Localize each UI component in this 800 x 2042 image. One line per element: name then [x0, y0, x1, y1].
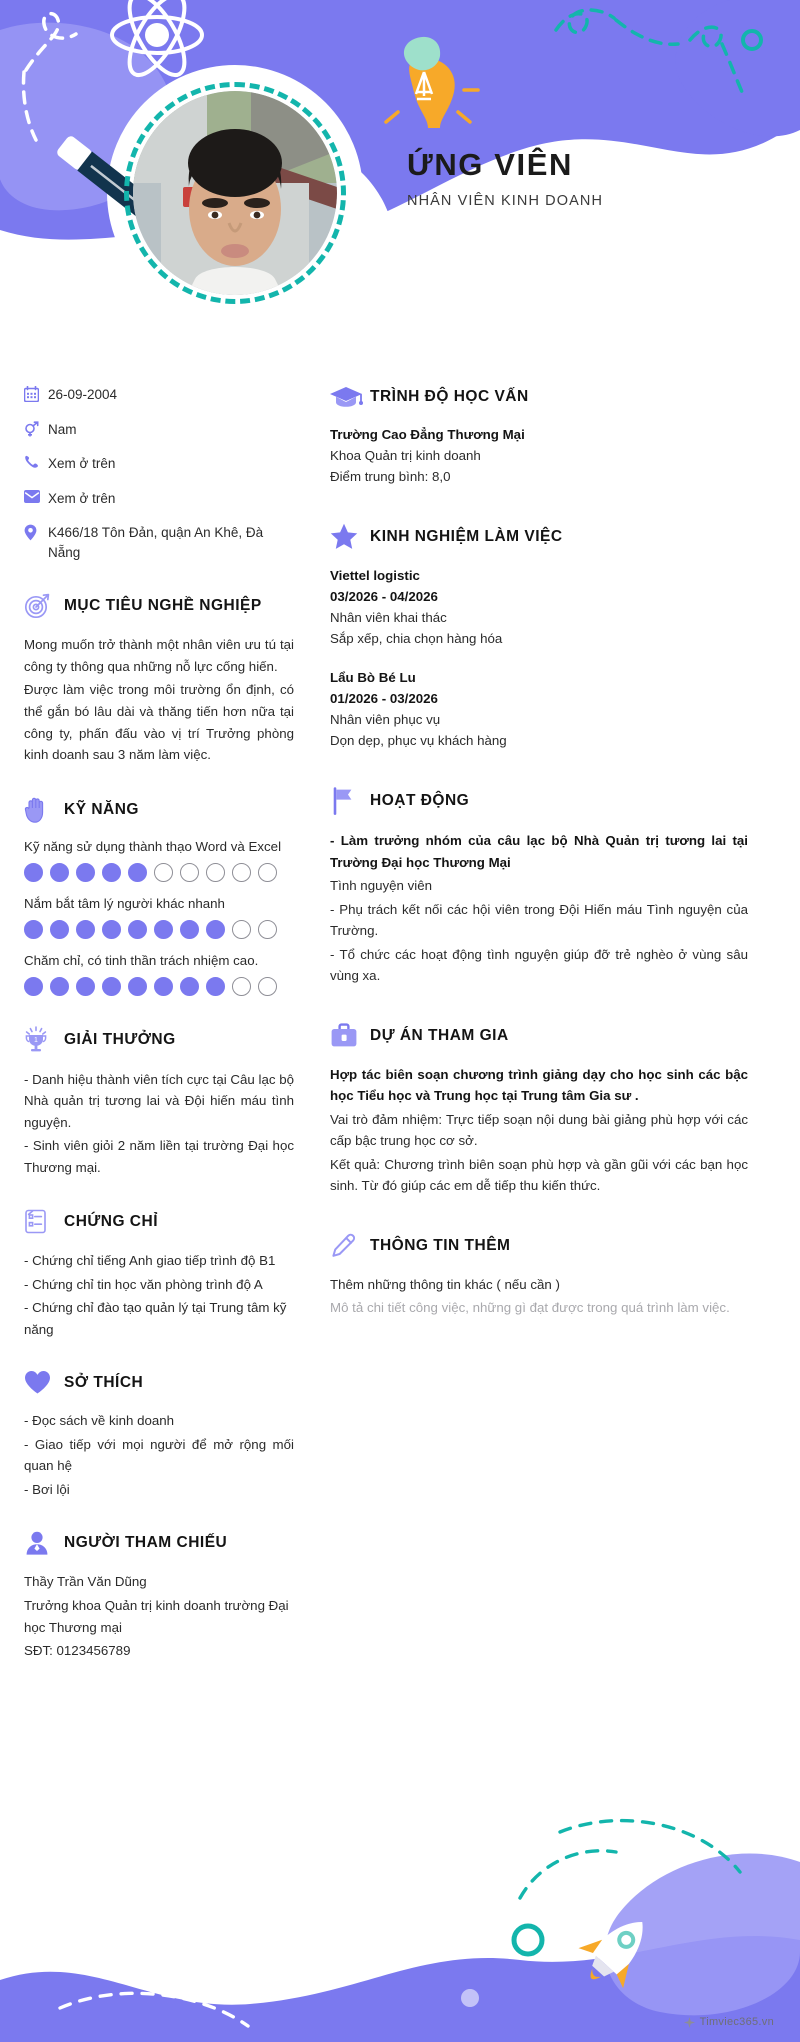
- reference-line: Trưởng khoa Quản trị kinh doanh trường Đại học Thương mại: [24, 1598, 289, 1635]
- activity-line: - Phụ trách kết nối các hội viên trong Đội Hiến máu Tình nguyện của Trường.: [330, 901, 748, 939]
- skill-dot-filled: [50, 977, 69, 996]
- skill-dot-filled: [102, 920, 121, 939]
- experience-detail: Sắp xếp, chia chọn hàng hóa: [330, 631, 503, 646]
- experience-period: 01/2026 - 03/2026: [330, 691, 438, 706]
- section-title: KINH NGHIỆM LÀM VIỆC: [370, 527, 563, 545]
- skill-dot-filled: [24, 863, 43, 882]
- skill-dot-filled: [50, 920, 69, 939]
- skill-dot-empty: [154, 863, 173, 882]
- education-entry: [330, 424, 748, 487]
- contact-value: Nam: [48, 421, 77, 437]
- section-header-activities: [330, 787, 748, 815]
- skill-item: [24, 953, 294, 996]
- skill-dot-filled: [76, 920, 95, 939]
- skill-dot-filled: [24, 920, 43, 939]
- cv-header: [0, 0, 800, 330]
- skill-dot-filled: [102, 977, 121, 996]
- avatar-dashed-ring: [124, 82, 346, 304]
- objective-paragraph: Mong muốn trở thành một nhân viên ưu tú tại công ty thông qua những nỗ lực cống hiến.: [24, 637, 294, 674]
- section-header-reference: [24, 1530, 294, 1556]
- certificate-line: - Chứng chỉ tiếng Anh giao tiếp trình độ B1: [24, 1253, 276, 1269]
- section-header-projects: [330, 1023, 748, 1049]
- graduation-cap-icon: [330, 385, 370, 409]
- skill-rating: [24, 863, 294, 882]
- mail-icon: [24, 489, 48, 503]
- experience-company: Lẩu Bò Bé Lu: [330, 670, 416, 685]
- extra-line: Thêm những thông tin khác ( nếu cần ): [330, 1276, 560, 1292]
- project-line: Vai trò đảm nhiệm: Trực tiếp soạn nội dung bài giảng phù hợp với các cấp bậc trung học cơ sở.: [330, 1111, 748, 1149]
- contact-item-birthday: [24, 385, 294, 405]
- skill-dot-filled: [180, 977, 199, 996]
- contact-value: K466/18 Tôn Đản, quận An Khê, Đà Nẵng: [48, 525, 264, 560]
- award-line: - Sinh viên giỏi 2 năm liền tại trường Đại học Thương mại.: [24, 1138, 294, 1175]
- award-line: - Danh hiệu thành viên tích cực tại Câu lạc bộ Nhà quản trị tương lai và Đội hiến máu tình nguyện.: [24, 1071, 294, 1130]
- section-header-objective: [24, 592, 294, 619]
- certificate-line: - Chứng chỉ đào tạo quản lý tại Trung tâm kỹ năng: [24, 1300, 287, 1337]
- experience-company: Viettel logistic: [330, 568, 420, 583]
- skill-item: [24, 896, 294, 939]
- skill-rating: [24, 977, 294, 996]
- skill-dot-filled: [50, 863, 69, 882]
- atom-nucleus: [145, 23, 169, 47]
- education-school: Trường Cao Đẳng Thương Mại: [330, 427, 525, 442]
- skill-dot-filled: [206, 977, 225, 996]
- calendar-icon: [24, 385, 48, 402]
- left-column: [0, 330, 330, 1664]
- education-gpa: Điểm trung bình: 8,0: [330, 469, 451, 484]
- target-icon: [24, 592, 64, 619]
- section-header-skills: [24, 796, 294, 824]
- skill-dot-filled: [102, 863, 121, 882]
- section-title: TRÌNH ĐỘ HỌC VẤN: [370, 388, 529, 405]
- skill-dot-filled: [76, 977, 95, 996]
- skill-dot-filled: [128, 977, 147, 996]
- trophy-icon: [24, 1026, 64, 1054]
- candidate-role: NHÂN VIÊN KINH DOANH: [407, 193, 604, 210]
- heart-icon: [24, 1370, 64, 1395]
- experience-position: Nhân viên khai thác: [330, 610, 447, 625]
- footer-decoration: [0, 1712, 800, 2042]
- checklist-icon: [24, 1208, 64, 1235]
- section-title: GIẢI THƯỞNG: [64, 1030, 176, 1048]
- section-title: THÔNG TIN THÊM: [370, 1236, 511, 1254]
- hand-icon: [24, 796, 64, 824]
- contact-item-phone: [24, 454, 294, 474]
- hobby-line: - Giao tiếp với mọi người để mở rộng mối quan hệ: [24, 1436, 294, 1474]
- skill-dot-filled: [154, 920, 173, 939]
- education-major: Khoa Quản trị kinh doanh: [330, 448, 481, 463]
- cv-body: [0, 330, 800, 1664]
- circle-outline: [514, 1926, 542, 1954]
- contact-item-gender: [24, 420, 294, 440]
- skill-dot-empty: [180, 863, 199, 882]
- activity-line: - Tổ chức các hoạt động tình nguyện giúp đỡ trẻ nghèo ở vùng sâu vùng xa.: [330, 946, 748, 984]
- svg-text:1: 1: [34, 1036, 38, 1044]
- experience-period: 03/2026 - 04/2026: [330, 589, 438, 604]
- cv-footer: [0, 1712, 800, 2042]
- reference-line: Thầy Trần Văn Dũng: [24, 1574, 147, 1590]
- star-icon: [330, 523, 370, 550]
- skill-label: Kỹ năng sử dụng thành thạo Word và Excel: [24, 838, 282, 854]
- skill-dot-filled: [180, 920, 199, 939]
- experience-position: Nhân viên phục vụ: [330, 712, 441, 727]
- sparkle-icon: [684, 2017, 695, 2028]
- section-title: CHỨNG CHỈ: [64, 1212, 158, 1230]
- skill-dot-empty: [258, 863, 277, 882]
- briefcase-icon: [330, 1023, 370, 1049]
- experience-detail: Dọn dẹp, phục vụ khách hàng: [330, 733, 507, 748]
- section-title: DỰ ÁN THAM GIA: [370, 1026, 509, 1044]
- right-column: [330, 330, 800, 1664]
- contact-list: [24, 385, 294, 562]
- header-decoration: [0, 0, 800, 330]
- name-block: [407, 148, 603, 209]
- extra-placeholder: Mô tả chi tiết công việc, những gì đạt được trong quá trình làm việc.: [330, 1300, 730, 1316]
- dot-decoration: [461, 1989, 479, 2007]
- experience-entry: [330, 667, 748, 751]
- section-header-experience: [330, 523, 748, 550]
- skill-dot-filled: [206, 920, 225, 939]
- section-title: SỞ THÍCH: [64, 1373, 144, 1391]
- contact-item-address: [24, 523, 294, 562]
- brand-label: [684, 2016, 774, 2028]
- certificate-line: - Chứng chỉ tin học văn phòng trình độ A: [24, 1276, 263, 1292]
- skill-dot-filled: [128, 863, 147, 882]
- skill-label: Nắm bắt tâm lý người khác nhanh: [24, 895, 225, 911]
- section-title: HOẠT ĐỘNG: [370, 792, 470, 809]
- section-header-awards: [24, 1026, 294, 1054]
- skill-dot-empty: [232, 863, 251, 882]
- experience-entry: [330, 565, 748, 649]
- section-title: MỤC TIÊU NGHỀ NGHIỆP: [64, 596, 262, 614]
- section-header-extra: [330, 1233, 748, 1259]
- contact-value: Xem ở trên: [48, 490, 116, 506]
- project-line: Kết quả: Chương trình biên soạn phù hợp và gần gũi với các bạn học sinh. Từ đó giúp các em dễ tiếp thu kiến thức.: [330, 1156, 748, 1194]
- pencil-icon: [330, 1233, 370, 1259]
- brand-text: Timviec365.vn: [699, 2016, 774, 2028]
- skill-label: Chăm chỉ, có tinh thần trách nhiệm cao.: [24, 952, 259, 968]
- contact-item-email: [24, 489, 294, 509]
- location-icon: [24, 523, 48, 541]
- skill-dot-filled: [154, 977, 173, 996]
- skill-item: [24, 839, 294, 882]
- skill-dot-filled: [128, 920, 147, 939]
- section-title: KỸ NĂNG: [64, 800, 139, 818]
- hobby-line: - Đọc sách về kinh doanh: [24, 1413, 175, 1429]
- skill-dot-filled: [24, 977, 43, 996]
- section-header-hobbies: [24, 1370, 294, 1395]
- contact-value: Xem ở trên: [48, 456, 116, 472]
- candidate-name: ỨNG VIÊN: [407, 147, 573, 182]
- hobby-line: - Bơi lội: [24, 1481, 70, 1497]
- section-header-education: [330, 385, 748, 409]
- gender-icon: [24, 420, 48, 437]
- section-title: NGƯỜI THAM CHIẾU: [64, 1534, 228, 1552]
- activity-line: - Làm trưởng nhóm của câu lạc bộ Nhà Quản trị tương lai tại Trường Đại học Thương Mại: [330, 833, 748, 870]
- skill-dot-empty: [258, 920, 277, 939]
- objective-paragraph: Được làm việc trong môi trường ổn định, có thể gắn bó lâu dài và thăng tiến hơn nữa tại công ty, phấn đấu vào vị trí Trưởng phòng kinh doanh sau 3 năm làm việc.: [24, 682, 294, 763]
- skill-list: [24, 839, 294, 996]
- section-header-certificates: [24, 1208, 294, 1235]
- skill-dot-empty: [232, 977, 251, 996]
- skill-dot-empty: [232, 920, 251, 939]
- skill-dot-empty: [206, 863, 225, 882]
- flag-icon: [330, 787, 370, 815]
- reference-line: SĐT: 0123456789: [24, 1643, 131, 1659]
- phone-icon: [24, 454, 48, 470]
- contact-value: 26-09-2004: [48, 387, 118, 402]
- person-icon: [24, 1530, 64, 1556]
- skill-dot-filled: [76, 863, 95, 882]
- skill-dot-empty: [258, 977, 277, 996]
- skill-rating: [24, 920, 294, 939]
- avatar: [124, 82, 346, 304]
- project-line: Hợp tác biên soạn chương trình giảng dạy cho học sinh các bậc học Tiểu học và Trung học tại Trung tâm Gia sư .: [330, 1066, 748, 1104]
- activity-line: Tình nguyện viên: [330, 878, 433, 894]
